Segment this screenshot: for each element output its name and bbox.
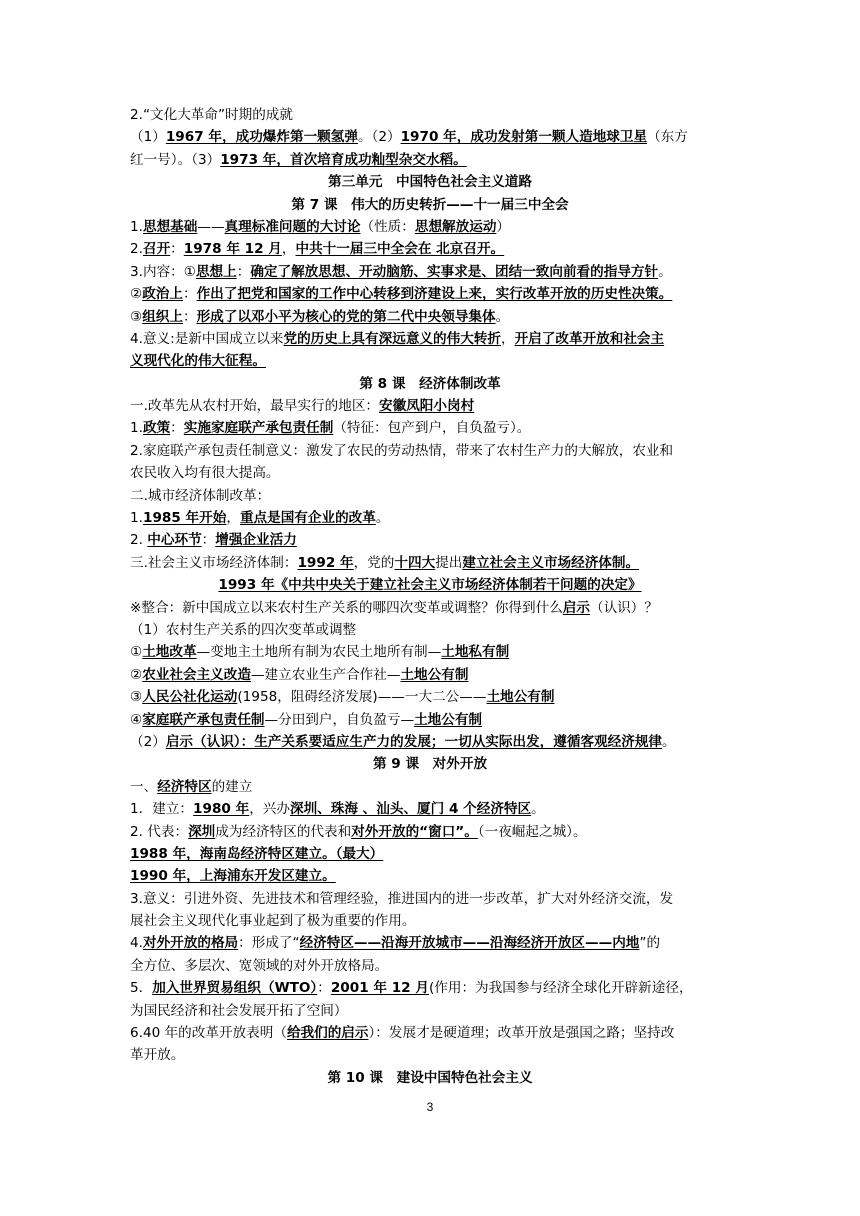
key-term: 确定了解放思想、开动脑筋、实事求是、团结一致向前看的指导方针 (250, 263, 659, 280)
text-line (130, 888, 730, 910)
text-segment: 。 (495, 308, 510, 325)
text-line (130, 552, 730, 574)
text-segment: ：形成了“ (238, 935, 300, 952)
text-line (130, 955, 730, 977)
section-heading (130, 574, 730, 596)
key-term: 土地公有制 (414, 711, 483, 728)
key-term: 政策 (142, 420, 171, 437)
text-segment: 3.内容：① (130, 263, 196, 280)
text-segment: ， (226, 510, 240, 527)
text-segment: —— (197, 218, 225, 235)
text-line (130, 1044, 730, 1066)
text-line (130, 238, 730, 260)
section-heading (130, 753, 730, 775)
key-term: 实施家庭联产承包责任制 (183, 420, 334, 437)
key-term: 经济特区——沿海开放城市——沿海经济开放区——内地 (299, 935, 640, 952)
text-line (130, 485, 730, 507)
text-line (130, 798, 730, 820)
text-line (130, 843, 730, 865)
text-segment: ③ (130, 689, 143, 706)
text-line (130, 507, 730, 529)
text-line (130, 104, 730, 126)
text-segment: 4. (130, 935, 143, 952)
text-segment: ① (130, 644, 143, 661)
key-term: 作出了把党和国家的工作中心转移到济建设上来，实行改革开放的历史性决策。 (196, 286, 673, 303)
key-term: 第三单元 中国特色社会主义道路 (328, 174, 532, 191)
text-segment: (1958，阻碍经济发展)——一大二公—— (237, 689, 487, 706)
text-line (130, 619, 730, 641)
text-segment: （特征：包产到户，自负盈亏）。 (333, 420, 531, 437)
text-segment: （2） (130, 733, 166, 750)
key-term: 启示 (562, 599, 590, 616)
text-segment: 三.社会主义市场经济体制： (130, 554, 298, 571)
key-term: 1978 年 12 月 (183, 241, 282, 258)
key-term: 深圳、珠海 、汕头、厦门 4 个经济特区 (289, 801, 532, 818)
text-line (130, 664, 730, 686)
text-segment: 。（2） (357, 129, 401, 146)
text-segment: 1. (130, 218, 143, 235)
text-line (130, 865, 730, 887)
key-term: 1990 年，上海浦东开发区建立。 (130, 868, 336, 885)
text-segment: ② (130, 286, 143, 303)
text-segment: ”的 (639, 935, 661, 952)
key-term: 土地公有制 (486, 689, 555, 706)
text-segment: ： (170, 420, 184, 437)
key-term: 加入世界贸易组织（WTO） (152, 980, 318, 997)
key-term: 组织上 (142, 308, 183, 325)
key-term: 思想上 (195, 263, 237, 280)
section-heading (130, 194, 730, 216)
key-term: 1992 年 (297, 554, 354, 571)
text-line (130, 216, 730, 238)
text-line (130, 597, 730, 619)
text-line (130, 977, 730, 999)
key-term: 形成了以邓小平为核心的党的第二代中央领导集体 (196, 308, 496, 325)
text-segment: 1．建立： (130, 801, 194, 818)
key-term: 人民公社化运动 (142, 689, 238, 706)
text-segment: 2.“文化大革命”时期的成就 (130, 107, 293, 123)
key-term: 经济特区 (157, 778, 212, 795)
text-segment: ，党的 (353, 554, 395, 571)
text-line (130, 776, 730, 798)
text-segment: —变地主土地所有制为农民土地所有制— (196, 644, 442, 661)
text-segment: （认识）？ (589, 599, 658, 616)
text-line (130, 395, 730, 417)
text-line (130, 1000, 730, 1022)
text-segment: 成为经济特区的代表和 (215, 823, 352, 840)
document-body (130, 104, 730, 1089)
text-segment: ： (236, 263, 251, 280)
text-segment: 1. (130, 420, 143, 437)
key-term: 土地公有制 (400, 666, 469, 683)
text-segment: ： (182, 308, 197, 325)
text-segment: ② (130, 666, 143, 683)
text-segment: 红一号）。（3） (130, 151, 221, 168)
text-segment: 。 (531, 801, 545, 818)
key-term: 增强企业活力 (215, 532, 297, 549)
text-segment: 。 (375, 510, 390, 527)
text-line (130, 821, 730, 843)
text-segment: 为国民经济和社会发展开拓了空间） (130, 1002, 348, 1019)
section-heading (130, 171, 730, 193)
text-segment: —分田到户，自负盈亏— (264, 711, 415, 728)
key-term: 给我们的启示 (286, 1025, 369, 1042)
text-segment: 提出 (435, 554, 463, 571)
text-segment: 3.意义：引进外资、先进技术和管理经验，推进国内的进一步改革，扩大对外经济交流，发 (130, 890, 674, 907)
text-segment: （性质： (360, 218, 415, 235)
section-heading (130, 1067, 730, 1089)
key-term: 十四大 (394, 554, 436, 571)
text-segment: ： (201, 532, 216, 549)
text-line (130, 686, 730, 708)
text-line (130, 529, 730, 551)
text-segment: 一、 (130, 778, 158, 795)
key-term: 召开 (142, 241, 171, 258)
text-line (130, 462, 730, 484)
key-term: 第 9 课 对外开放 (372, 756, 488, 773)
key-term: 思想解放运动 (414, 218, 497, 235)
text-segment: ， (281, 241, 296, 258)
text-segment: 。 (662, 733, 676, 750)
key-term: 中共十一届三中全会在 北京召开。 (295, 241, 505, 258)
text-segment: ）：发展才是硬道理；改革开放是强国之路；坚持改 (368, 1025, 675, 1042)
text-segment: ※整合：新中国成立以来农村生产关系的哪四次变革或调整？你得到什么 (130, 599, 563, 616)
key-term: 1970 年，成功发射第一颗人造地球卫星 (400, 129, 648, 146)
text-line (130, 932, 730, 954)
key-term: 党的历史上具有深远意义的伟大转折 (283, 330, 501, 347)
text-line (130, 126, 730, 148)
text-segment: —建立农业生产合作社— (250, 666, 401, 683)
key-term: 1985 年开始 (142, 510, 227, 527)
section-heading (130, 373, 730, 395)
text-segment: ： (182, 286, 197, 303)
page-number: 3 (426, 1100, 434, 1114)
text-segment: （1）农村生产关系的四次变革或调整 (130, 621, 357, 638)
key-term: 思想基础 (142, 218, 198, 235)
text-line (130, 910, 730, 932)
key-term: 对外开放的“窗口”。 (351, 823, 478, 840)
key-term: 1993 年《中共中央关于建立社会主义市场经济体制若干问题的决定》 (218, 577, 642, 594)
text-segment: （一夜崛起之城）。 (477, 823, 587, 840)
key-term: 农业社会主义改造 (142, 666, 251, 683)
text-line (130, 440, 730, 462)
text-line (130, 1022, 730, 1044)
key-term: 深圳 (188, 823, 216, 840)
key-term: 第 10 课 建设中国特色社会主义 (327, 1069, 533, 1086)
text-segment: ， (501, 330, 515, 347)
key-term: 第 7 课 伟大的历史转折——十一届三中全会 (291, 196, 569, 213)
key-term: 义现代化的伟大征程。 (130, 353, 266, 370)
text-line (130, 417, 730, 439)
text-segment: 革开放。 (130, 1047, 185, 1064)
key-term: 中心环节 (147, 532, 202, 549)
text-segment: ，兴办 (249, 801, 290, 818)
text-line (130, 731, 730, 753)
text-line (130, 350, 730, 372)
text-segment: ④ (130, 711, 143, 728)
text-segment: 6.40 年的改革开放表明（ (130, 1025, 287, 1042)
key-term: 1988 年，海南岛经济特区建立。（最大） (130, 845, 384, 862)
text-segment: ： (317, 980, 331, 997)
text-segment: 2.家庭联产承包责任制意义：激发了农民的劳动热情，带来了农村生产力的大解放，农业和 (130, 442, 674, 459)
text-segment: 农民收入均有很大提高。 (130, 465, 280, 482)
text-segment: 展社会主义现代化事业起到了极为重要的作用。 (130, 913, 416, 930)
text-segment: 2. 代表： (130, 823, 189, 840)
key-term: 1967 年，成功爆炸第一颗氢弹 (165, 129, 358, 146)
text-segment: （1） (130, 129, 166, 146)
key-term: 重点是国有企业的改革 (239, 510, 376, 527)
key-term: 第 8 课 经济体制改革 (359, 375, 501, 392)
key-term: 真理标准问题的大讨论 (224, 218, 361, 235)
key-term: 开启了改革开放和社会主 (514, 330, 665, 347)
key-term: 家庭联产承包责任制 (142, 711, 265, 728)
text-segment: 二.城市经济体制改革： (130, 487, 271, 504)
text-segment: ： (170, 241, 184, 258)
text-line (130, 283, 730, 305)
key-term: 安徽凤阳小岗村 (379, 398, 475, 415)
key-term: 政治上 (142, 286, 183, 303)
text-segment: （东方 (647, 129, 688, 146)
key-term: 1980 年 (193, 801, 250, 818)
text-segment: ） (496, 218, 511, 235)
key-term: 启示（认识）：生产关系要适应生产力的发展；一切从实际出发，遵循客观经济规律 (165, 733, 663, 750)
text-segment: 4.意义:是新中国成立以来 (130, 330, 284, 347)
text-line (130, 709, 730, 731)
text-segment: 。 (658, 263, 672, 280)
text-segment: (作用：为我国参与经济全球化开辟新途径， (428, 980, 693, 997)
key-term: 2001 年 12 月 (330, 980, 429, 997)
text-line (130, 149, 730, 171)
text-segment: 5． (130, 980, 153, 997)
text-segment: ③ (130, 308, 143, 325)
text-segment: 的建立 (211, 778, 253, 795)
key-term: 1973 年，首次培育成功籼型杂交水稻。 (220, 151, 467, 168)
text-line (130, 261, 730, 283)
key-term: 建立社会主义市场经济体制。 (462, 554, 640, 571)
text-segment: 一.改革先从农村开始，最早实行的地区： (130, 398, 380, 415)
text-line (130, 328, 730, 350)
text-segment: 2. (130, 532, 148, 549)
text-segment: 2. (130, 241, 143, 258)
text-segment: 1. (130, 510, 143, 527)
key-term: 土地改革 (142, 644, 197, 661)
text-line (130, 641, 730, 663)
key-term: 土地私有制 (441, 644, 510, 661)
text-line (130, 306, 730, 328)
key-term: 对外开放的格局 (142, 935, 239, 952)
text-segment: 全方位、多层次、宽领域的对外开放格局。 (130, 957, 389, 974)
